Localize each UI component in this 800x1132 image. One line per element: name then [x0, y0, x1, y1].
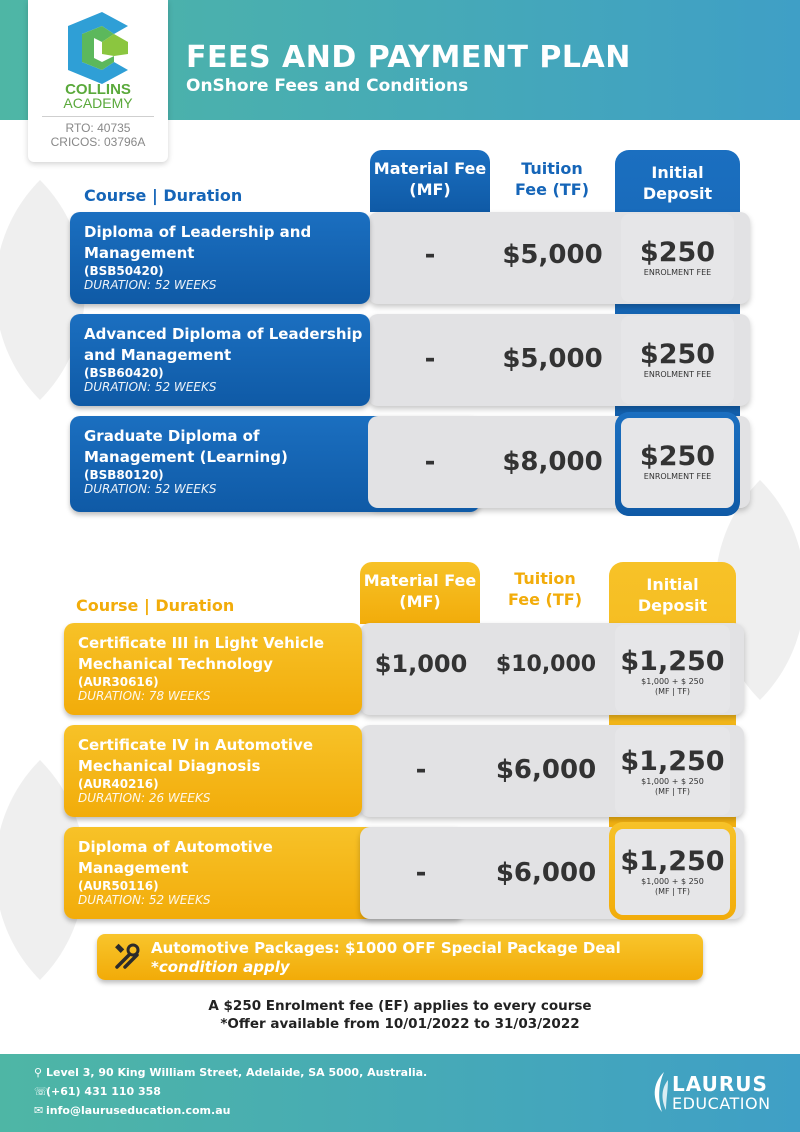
course-card [70, 212, 370, 304]
course-duration: DURATION: 26 WEEKS [78, 791, 211, 805]
course-name: Graduate Diploma of Management (Learning) [84, 427, 288, 466]
deposit-cell [615, 829, 730, 915]
brand-line1: LAURUS [672, 1072, 768, 1096]
deposit-amount: $1,250 [620, 846, 725, 877]
deposit-amount: $250 [639, 339, 716, 370]
deposit-amount: $250 [639, 441, 716, 472]
footer-email[interactable] [34, 1104, 230, 1117]
tools-icon [113, 943, 141, 971]
footer-address [34, 1066, 427, 1079]
banner-title: Automotive Packages: $1000 OFF Special Package Deal [151, 939, 621, 957]
collins-academy-logo [28, 0, 168, 162]
material-fee-header: Material Fee (MF) [360, 562, 480, 624]
email-icon: ✉ [34, 1104, 44, 1117]
initial-deposit-header: Initial Deposit [637, 575, 708, 615]
offer-period-note: *Offer available from 10/01/2022 to 31/03/2022 [220, 1016, 580, 1032]
course-code: (BSB60420) [84, 366, 164, 380]
deposit-note: $1,000 + $ 250 [641, 877, 704, 886]
footer-phone[interactable] [34, 1085, 161, 1098]
initial-deposit-header: Initial Deposit [642, 163, 713, 203]
course-name: Certificate IV in Automotive Mechanical Diagnosis [78, 736, 314, 775]
course-name: Diploma of Automotive Management [78, 838, 273, 877]
phone-icon: ☏ [34, 1085, 48, 1098]
page-subtitle: OnShore Fees and Conditions [186, 76, 469, 96]
course-code: (AUR50116) [78, 879, 159, 893]
deposit-amount: $1,250 [620, 746, 725, 777]
course-duration: DURATION: 52 WEEKS [84, 482, 217, 496]
course-code: (BSB50420) [84, 264, 164, 278]
deposit-note: ENROLMENT FEE [643, 370, 712, 379]
course-code: (AUR40216) [78, 777, 159, 791]
cricos-number: CRICOS: 03796A [50, 135, 146, 149]
deposit-note: ENROLMENT FEE [643, 472, 712, 481]
deposit-note: $1,000 + $ 250 [641, 677, 704, 686]
deposit-amount: $250 [639, 237, 716, 268]
course-code: (BSB80120) [84, 468, 164, 482]
course-card [64, 623, 362, 715]
material-fee-value: - [424, 240, 436, 270]
tuition-fee-value: $10,000 [495, 652, 597, 677]
deposit-cell [621, 214, 734, 302]
deposit-cell [621, 316, 734, 404]
logo-name-line1: COLLINS [65, 81, 131, 98]
material-fee-header: Material Fee (MF) [370, 150, 490, 212]
tuition-fee-value: $5,000 [502, 344, 603, 374]
location-pin-icon: ⚲ [34, 1066, 43, 1079]
course-name: Advanced Diploma of Leadership and Management [84, 325, 363, 364]
deposit-cell [615, 727, 730, 815]
deposit-note-split: (MF | TF) [654, 687, 690, 696]
course-code: (AUR30616) [78, 675, 159, 689]
material-fee-value: - [424, 344, 436, 374]
phone-text[interactable]: (+61) 431 110 358 [46, 1085, 161, 1098]
collins-logo-icon [62, 12, 134, 84]
footer [0, 1054, 800, 1132]
tuition-fee-value: $6,000 [495, 858, 597, 888]
automotive-packages-banner [97, 934, 703, 980]
logo-name-line2: ACADEMY [63, 95, 133, 111]
tuition-fee-value: $5,000 [502, 240, 603, 270]
course-card [64, 725, 362, 817]
material-fee-value: - [415, 858, 427, 888]
brand-line2: EDUCATION [672, 1094, 771, 1113]
course-duration-header: Course | Duration [76, 596, 235, 615]
course-duration: DURATION: 52 WEEKS [78, 893, 211, 907]
deposit-cell [615, 625, 730, 713]
course-duration: DURATION: 52 WEEKS [84, 278, 217, 292]
enrolment-fee-note: A $250 Enrolment fee (EF) applies to every course [208, 998, 592, 1014]
tuition-fee-header: Tuition Fee (TF) [514, 159, 590, 199]
course-name: Diploma of Leadership and Management [84, 223, 312, 262]
tuition-fee-value: $8,000 [502, 447, 603, 477]
email-text[interactable]: info@lauruseducation.com.au [46, 1104, 231, 1117]
laurus-education-logo [650, 1070, 780, 1116]
deposit-note: ENROLMENT FEE [643, 268, 712, 277]
material-fee-value: - [415, 755, 427, 785]
tuition-fee-value: $6,000 [495, 755, 597, 785]
banner-condition: *condition apply [151, 958, 290, 976]
deposit-cell [621, 418, 734, 508]
deposit-note: $1,000 + $ 250 [641, 777, 704, 786]
rto-number: RTO: 40735 [65, 121, 131, 135]
course-duration: DURATION: 78 WEEKS [78, 689, 211, 703]
address-text: Level 3, 90 King William Street, Adelaide, SA 5000, Australia. [46, 1066, 428, 1079]
deposit-amount: $1,250 [620, 646, 725, 677]
tuition-fee-header: Tuition Fee (TF) [507, 569, 583, 609]
material-fee-value: - [424, 447, 436, 477]
logo-divider [42, 116, 154, 117]
course-duration-header: Course | Duration [84, 186, 243, 205]
material-fee-value: $1,000 [374, 650, 468, 678]
deposit-note-split: (MF | TF) [654, 887, 690, 896]
course-name: Certificate III in Light Vehicle Mechanical Technology [78, 634, 325, 673]
course-card [70, 314, 370, 406]
course-duration: DURATION: 52 WEEKS [84, 380, 217, 394]
deposit-note-split: (MF | TF) [654, 787, 690, 796]
page-title: FEES AND PAYMENT PLAN [186, 40, 631, 75]
laurus-leaf-icon [650, 1070, 672, 1114]
